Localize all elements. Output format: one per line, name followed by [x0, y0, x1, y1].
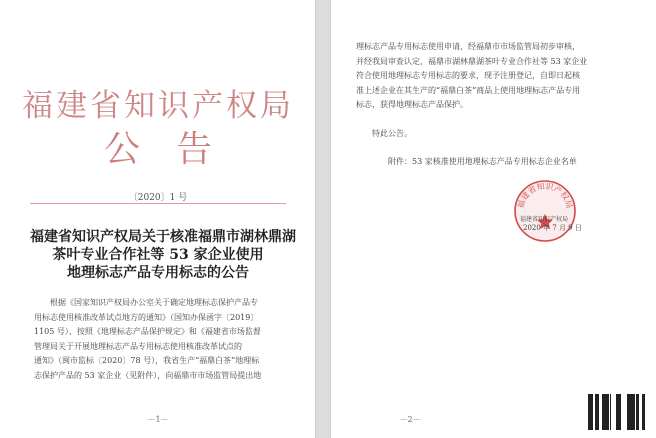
- red-header-org-name: 福建省知识产权局: [22, 88, 294, 124]
- document-number: 〔2020〕1 号: [128, 193, 188, 203]
- special-notice: 特此公告。: [372, 129, 412, 138]
- body-text-page-2: [356, 40, 632, 113]
- red-divider-line: [30, 203, 286, 204]
- attachment-line: 附件：53 家核准使用地理标志产品专用标志企业名单: [388, 157, 577, 166]
- page-number: －1－: [147, 415, 169, 424]
- body-line: 理标志产品专用标志使用申请，经福鼎市市场监管局初步审核，: [356, 42, 580, 51]
- page-gutter: [316, 0, 330, 438]
- body-line: 1105 号）、按照《地理标志产品保护规定》和《福建省市场监督: [34, 327, 261, 336]
- page-number: －2－: [399, 415, 421, 424]
- body-line: 志保护产品的 53 家企业（见附件），向福鼎市市场监管局提出地: [34, 370, 262, 380]
- body-line: 用标志使用核准改革试点地方的通知》（国知办保函字〔2019〕: [34, 312, 259, 322]
- title-line: 福建省知识产权局关于核准福鼎市湖林鼎湖: [30, 229, 296, 245]
- title-line: 地理标志产品专用标志的公告: [67, 265, 249, 281]
- body-line: 标志，获得地理标志产品保护。: [356, 100, 468, 109]
- body-line: 符合使用地理标志专用标志的要求，现予注册登记，自即日起核: [356, 71, 580, 80]
- barcode-icon: [588, 394, 646, 430]
- red-header-announcement: 公告: [103, 129, 248, 170]
- document-page-1: [0, 0, 316, 438]
- body-line: 根据《国家知识产权局办公室关于确定地理标志保护产品专: [50, 298, 258, 307]
- signature-date: 2020 年 7 月 9 日: [523, 224, 582, 232]
- document-title: [30, 228, 296, 282]
- title-line: 茶叶专业合作社等 53 家企业使用: [52, 247, 264, 263]
- body-line: 准上述企业在其生产的“福鼎白茶”商品上使用地理标志产品专用: [356, 85, 581, 95]
- signature-org: 福建省知识产权局: [520, 216, 569, 223]
- body-line: 并经我局审查认定，福鼎市湖林鼎湖茶叶专业合作社等 53 家企业: [356, 56, 588, 66]
- body-line: 通知》（闽市监标〔2020〕78 号），我省生产“福鼎白茶”地理标: [34, 356, 260, 365]
- seal-arc-text: 福建省知识产权局: [516, 181, 574, 210]
- body-line: 管理局关于开展地理标志产品专用标志使用核准改革试点的: [34, 341, 242, 351]
- body-text-page-1: [34, 296, 286, 383]
- official-seal-stamp: [512, 178, 578, 244]
